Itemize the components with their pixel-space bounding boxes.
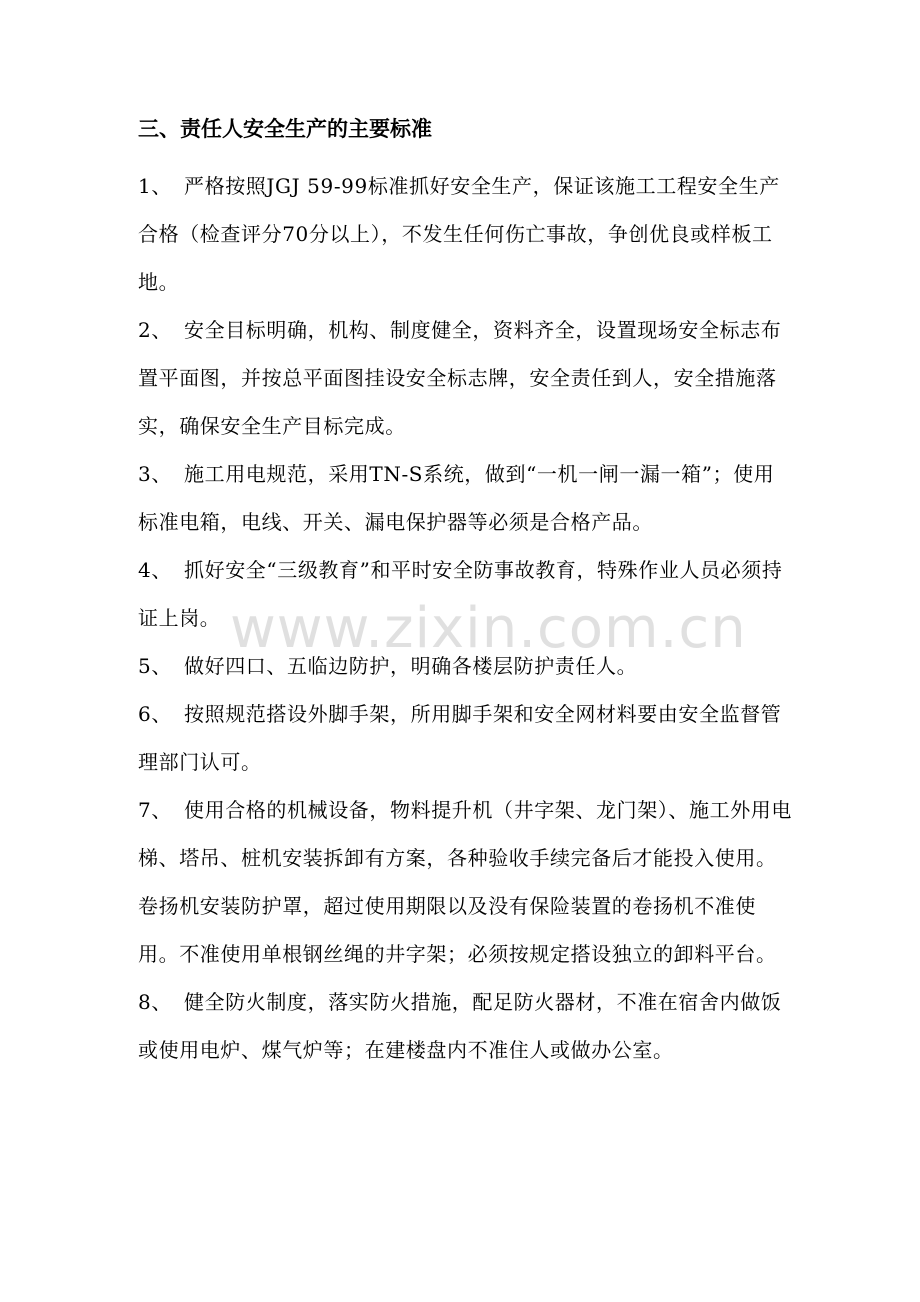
watermark: www.zixin.com.cn: [230, 596, 747, 661]
item-number: 7、: [138, 798, 172, 822]
item-text: 按照规范搭设外脚手架，所用脚手架和安全网材料要由安全监督管理部门认可。: [138, 702, 782, 774]
item-number: 4、: [138, 558, 172, 582]
item-text: 做好四口、五临边防护，明确各楼层防护责任人。: [184, 654, 638, 678]
item-text: 使用合格的机械设备，物料提升机（井字架、龙门架）、施工外用电梯、塔吊、桩机安装拆卸有方案，各种验收手续完备后才能投入使用。卷扬机安装防护罩，超过使用期限以及没有保险装置的卷扬机不准使用。不准使用单根钢丝绳的井字架；必须按规定搭设独立的卸料平台。: [138, 798, 792, 966]
item-number: 2、: [138, 318, 172, 342]
item-number: 8、: [138, 990, 172, 1014]
item-text: 健全防火制度，落实防火措施，配足防火器材，不准在宿舍内做饭或使用电炉、煤气炉等；在建楼盘内不准住人或做办公室。: [138, 990, 782, 1062]
item-text: 抓好安全“三级教育”和平时安全防事故教育，特殊作业人员必须持证上岗。: [138, 558, 783, 630]
item-number: 3、: [138, 462, 172, 486]
item-text: 严格按照JGJ 59-99标准抓好安全生产，保证该施工工程安全生产合格（检查评分70分以上），不发生任何伤亡事故，争创优良或样板工地。: [138, 174, 780, 294]
list-item: [138, 786, 793, 978]
item-text: 安全目标明确，机构、制度健全，资料齐全，设置现场安全标志布置平面图，并按总平面图挂设安全标志牌，安全责任到人，安全措施落实，确保安全生产目标完成。: [138, 318, 782, 438]
list-item: [138, 450, 793, 546]
item-number: 1、: [138, 174, 172, 198]
list-item: [138, 978, 793, 1074]
item-number: 5、: [138, 654, 172, 678]
list-item: [138, 642, 793, 690]
list-item: [138, 306, 793, 450]
section-heading: 三、责任人安全生产的主要标准: [138, 117, 432, 141]
list-item: [138, 162, 793, 306]
item-number: 6、: [138, 702, 172, 726]
list-item: [138, 690, 793, 786]
document-body: [138, 114, 793, 1074]
item-text: 施工用电规范，采用TN-S系统，做到“一机一闸一漏一箱”；使用标准电箱，电线、开关、漏电保护器等必须是合格产品。: [138, 462, 775, 534]
list-item: [138, 546, 793, 642]
